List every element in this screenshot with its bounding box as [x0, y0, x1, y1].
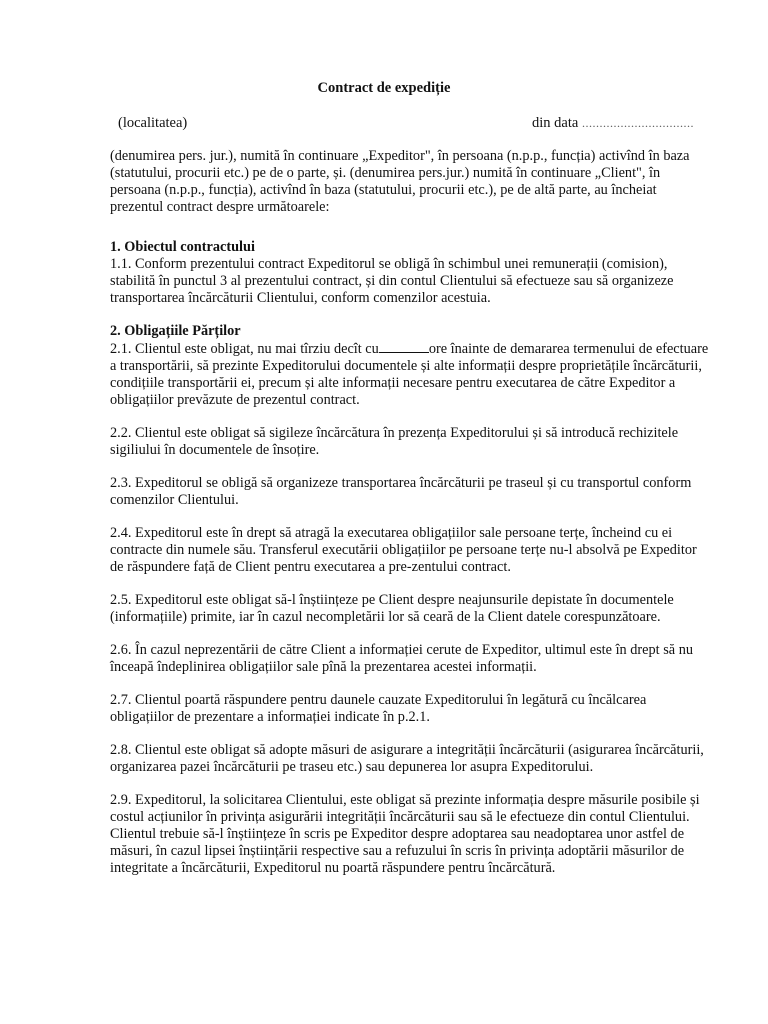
- clause-2-1-start: 2.1. Clientul este obligat, nu mai tîrziu decît cu: [110, 341, 379, 357]
- clause-2-7: 2.7. Clientul poartă răspundere pentru daunele cauzate Expeditorului în legătură cu încălcarea obligațiilor de prezentare a informației indicate în p.2.1.: [110, 692, 647, 725]
- place-label: (localitatea): [118, 115, 188, 131]
- clause-2-4: 2.4. Expeditorul este în drept să atragă la executarea obligațiilor sale persoane terțe, încheind cu ei contracte din numele său. Transferul executării obligațiilor pe persoane terțe nu-l absolvă pe Expeditor de răspundere față de Client pentru executarea a pre-zentului contract.: [110, 525, 697, 575]
- date-placeholder-dots: ................................: [581, 116, 694, 130]
- clause-2-2: 2.2. Clientul este obligat să sigileze încărcătura în prezența Expeditorului și să introducă rechizitele sigiliului în documentele de însoțire.: [110, 425, 679, 458]
- section-2-heading: 2. Obligațiile Părților: [110, 323, 241, 339]
- section-1-heading: 1. Obiectul contractului: [110, 239, 255, 255]
- document-title: Contract de expediție: [317, 80, 451, 96]
- clause-2-9: 2.9. Expeditorul, la solicitarea Clientului, este obligat să prezinte informația despre măsurile posibile și costul acțiunilor în privința asigurării integrității încărcăturii sau să le efectueze din contul Clientului. Clientul trebuie să-l înștiințeze în scris pe Expeditor despre adoptarea sau neadoptarea unor astfel de măsuri, în cazul lipsei înștiințării respective sau a refuzului în scris în privința adoptării măsurilor de integritate a încărcăturii, Expeditorul nu poartă răspundere pentru încărcătură.: [110, 792, 700, 876]
- clause-2-1: [110, 340, 710, 409]
- spacer: [110, 232, 710, 239]
- intro-paragraph: (denumirea pers. jur.), numită în continuare „Expeditor", în persoana (n.p.p., funcția) activînd în baza (statutului, procurii etc.) pe de o parte, și. (denumirea pers.jur.) numită în continuare „Client", în persoana (n.p.p., funcția), activînd în baza (statutului, procurii etc.), pe de altă parte, au încheiat prezentul contract despre următoarele:: [110, 148, 690, 215]
- clause-2-1-end: ore înainte de demararea termenului de efectuare a transportării, să prezinte Expeditorului documentele și alte informații despre proprietățile încărcăturii, condițiile transportării ei, precum și alte informații necesare pentru executarea de către Expeditor a obligațiilor prevăzute de prezentul contract.: [110, 341, 709, 408]
- clause-2-6: 2.6. În cazul neprezentării de către Client a informației cerute de Expeditor, ultimul este în drept să nu înceapă îndeplinirea obligațiilor sale pînă la prezentarea acestei informații.: [110, 642, 693, 675]
- hours-blank-field: [379, 340, 429, 353]
- contract-body: [110, 148, 710, 877]
- clause-2-5: 2.5. Expeditorul este obligat să-l înștiințeze pe Client despre neajunsurile depistate în documentele (informațiile) primite, iar în cazul necompletării lor să ceară de la Client datele corespunzătoare.: [110, 592, 674, 625]
- clause-2-8: 2.8. Clientul este obligat să adopte măsuri de asigurare a integrității încărcăturii (asigurarea încărcăturii, organizarea pazei încărcăturii pe traseu etc.) sau depunerea lor asupra Expeditorului.: [110, 742, 704, 775]
- clause-1-1: 1.1. Conform prezentului contract Expeditorul se obligă în schimbul unei remunerații (comision), stabilită în punctul 3 al prezentului contract, și din contul Clientului să efectueze sau să organizeze transportarea încărcăturii Clientului, conform comenzilor acestuia.: [110, 256, 674, 306]
- clause-2-3: 2.3. Expeditorul se obligă să organizeze transportarea încărcăturii pe traseul și cu transportul conform comenzilor Clientului.: [110, 475, 692, 508]
- date-line: [532, 115, 694, 132]
- date-label: din data: [532, 115, 579, 131]
